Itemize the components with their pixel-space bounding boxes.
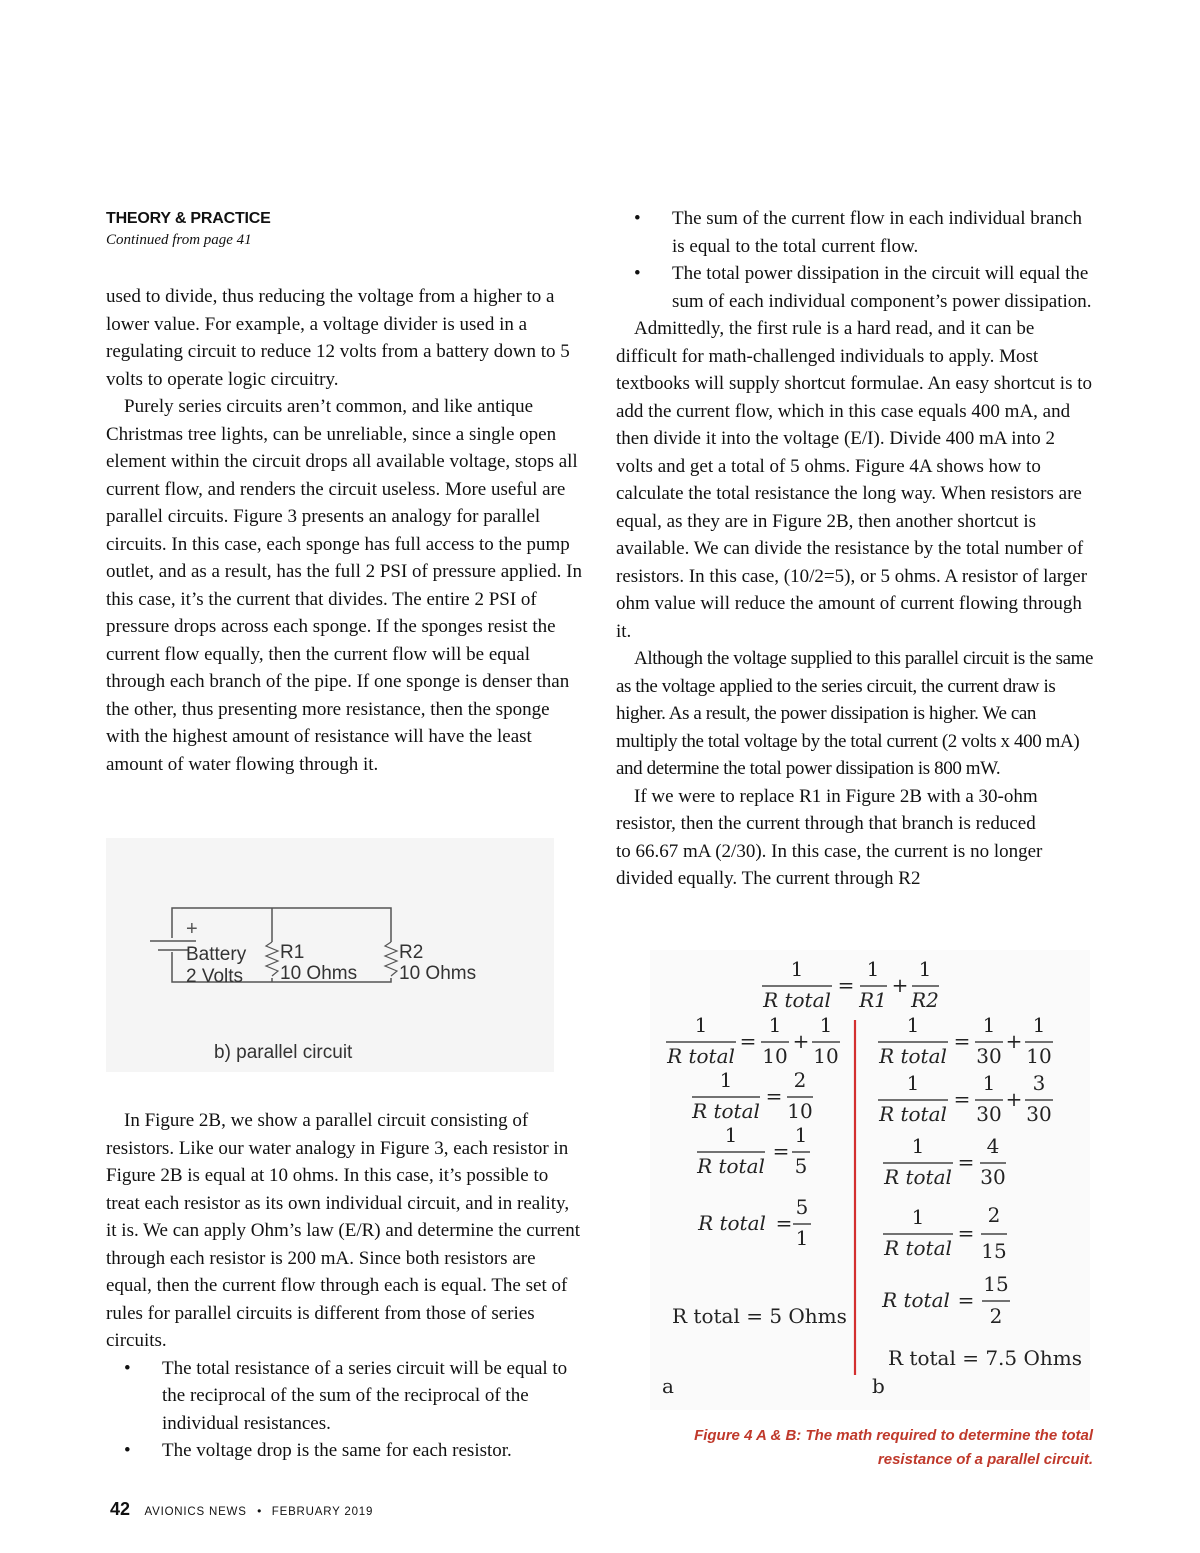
svg-text:=: = <box>775 1211 793 1235</box>
paragraph: In Figure 2B, we show a parallel circuit consisting of resistors. Like our water analogy in Figure 3, each resistor in Figure 2B is equal at 10 ohms. In this case, it’s possible to treat each resistor as its own individual circuit, and in reality, it is. We can apply Ohm’s law (E/R) and determine the current through each resistor is 200 mA. Since both resistors are equal, then the current flow through each is equal. The set of rules for parallel circuits is different from those of series circuits. <box>106 1110 581 1351</box>
svg-text:4: 4 <box>986 1134 1000 1158</box>
svg-text:R total: R total <box>697 1154 765 1178</box>
fraction-denominator: R1 <box>859 988 887 1012</box>
label-a: a <box>662 1374 674 1398</box>
svg-text:1: 1 <box>982 1013 996 1037</box>
fraction-denominator: R2 <box>911 988 939 1012</box>
r2-value: 10 Ohms <box>399 963 477 984</box>
page-footer <box>110 1499 373 1520</box>
svg-text:=: = <box>739 1029 757 1053</box>
battery-value: 2 Volts <box>186 966 244 987</box>
paragraph: If we were to replace R1 in Figure 2B with a 30-ohm resistor, then the current through that branch is reduced to 66.67 mA (2/30). In this case, the current is no longer divided equally. The current through R2 <box>616 785 1043 889</box>
fraction-numerator: 1 <box>918 957 932 981</box>
paragraph: Purely series circuits aren’t common, and like antique Christmas tree lights, can be unreliable, since a single open element within the circuit drops all available voltage, stops all current flow, and renders the circuit useless. More useful are parallel circuits. Figure 3 presents an analogy for parallel circuits. In this case, each sponge has full access to the pump outlet, and as a result, has the full 2 PSI of pressure applied. In this case, it’s the current that divides. The entire 2 PSI of pressure drops across each sponge. If the sponges resist the current flow equally, then the current flow will be equal through each branch of the pipe. If one sponge is denser than the other, thus presenting more resistance, then the sponge with the highest amount of resistance will have the least amount of water flowing through it. <box>106 396 582 775</box>
page-number: 42 <box>110 1499 131 1519</box>
svg-text:3: 3 <box>1032 1071 1046 1095</box>
svg-text:10: 10 <box>787 1099 813 1123</box>
battery-name: Battery <box>186 944 247 965</box>
svg-text:30: 30 <box>980 1165 1006 1189</box>
resistor-gap <box>264 942 280 978</box>
fraction-numerator: 1 <box>790 957 804 981</box>
svg-text:+: + <box>1005 1029 1023 1053</box>
svg-text:1: 1 <box>795 1226 809 1250</box>
r2-name: R2 <box>399 942 424 963</box>
svg-text:+: + <box>1005 1087 1023 1111</box>
svg-text:10: 10 <box>813 1044 839 1068</box>
svg-text:5: 5 <box>794 1154 808 1178</box>
svg-text:=: = <box>957 1221 975 1245</box>
left-column-top <box>106 283 584 778</box>
svg-text:1: 1 <box>768 1013 782 1037</box>
footer-bullet: • <box>257 1504 262 1518</box>
paragraph: Although the voltage supplied to this parallel circuit is the same as the voltage applied to the series circuit, the current draw is higher. As a result, the power dissipation is higher. We can multiply the total voltage by the total current (2 volts x 400 mA) and determine the total power dissipation is 800 mW. <box>616 648 1094 779</box>
list-item: • The total resistance of a series circuit will be equal to the reciprocal of the sum of the reciprocal of the individual resistances. <box>124 1357 568 1434</box>
circuit-diagram <box>106 838 554 1072</box>
rules-list <box>106 1355 584 1465</box>
fraction-denominator: R total <box>763 988 831 1012</box>
svg-text:1: 1 <box>719 1068 733 1092</box>
svg-text:1: 1 <box>1032 1013 1046 1037</box>
svg-text:=: = <box>837 973 855 997</box>
left-column-bottom <box>106 1107 584 1465</box>
result-b: R total = 7.5 Ohms <box>888 1346 1082 1370</box>
svg-text:R total: R total <box>692 1099 760 1123</box>
svg-text:30: 30 <box>1026 1102 1052 1126</box>
figure-4-caption <box>613 1424 1093 1472</box>
caption-line: Figure 4 A & B: The math required to determine the total <box>694 1427 1093 1444</box>
svg-text:30: 30 <box>976 1102 1002 1126</box>
paragraph: Admittedly, the first rule is a hard read, and it can be difficult for math-challenged individuals to apply. Most textbooks will supply shortcut formulae. An easy shortcut is to add the current flow, which in this case equals 400 mA, and then divide it into the voltage (E/I). Divide 400 mA into 2 volts and get a total of 5 ohms. Figure 4A shows how to calculate the total resistance the long way. When resistors are equal, as they are in Figure 2B, then another shortcut is available. We can divide the resistance by the total number of resistors. In this case, (10/2=5), or 5 ohms. A resistor of larger ohm value will reduce the amount of current flowing through it. <box>616 318 1093 642</box>
magazine-name: AVIONICS NEWS <box>144 1506 247 1518</box>
svg-text:1: 1 <box>982 1071 996 1095</box>
math-derivation <box>650 950 1090 1410</box>
svg-text:=: = <box>953 1087 971 1111</box>
svg-text:1: 1 <box>724 1123 738 1147</box>
svg-text:1: 1 <box>911 1134 925 1158</box>
svg-text:15: 15 <box>981 1239 1007 1263</box>
svg-text:=: = <box>765 1084 783 1108</box>
section-title: THEORY & PRACTICE <box>106 210 271 227</box>
figure-4-math <box>650 950 1090 1410</box>
fraction-numerator: 1 <box>866 957 880 981</box>
label-b: b <box>872 1374 885 1398</box>
svg-text:1: 1 <box>906 1071 920 1095</box>
svg-text:5: 5 <box>795 1195 809 1219</box>
svg-text:+: + <box>891 973 909 997</box>
r1-value: 10 Ohms <box>280 963 358 984</box>
svg-text:1: 1 <box>819 1013 833 1037</box>
list-item: • The total power dissipation in the circuit will equal the sum of each individual component’s power dissipation. <box>634 263 1092 312</box>
svg-text:R total: R total <box>667 1044 735 1068</box>
svg-text:30: 30 <box>976 1044 1002 1068</box>
svg-text:R total: R total <box>879 1102 947 1126</box>
r1-name: R1 <box>280 942 305 963</box>
svg-text:R total: R total <box>882 1288 950 1312</box>
svg-text:1: 1 <box>906 1013 920 1037</box>
rules-list <box>616 205 1094 315</box>
figure-2b-circuit <box>106 838 554 1072</box>
svg-text:R total: R total <box>879 1044 947 1068</box>
continued-note: Continued from page 41 <box>106 232 252 248</box>
svg-text:1: 1 <box>694 1013 708 1037</box>
svg-text:1: 1 <box>794 1123 808 1147</box>
svg-text:10: 10 <box>762 1044 788 1068</box>
list-item: • The sum of the current flow in each individual branch is equal to the total current flow. <box>634 208 1082 257</box>
svg-text:2: 2 <box>793 1068 807 1092</box>
paragraph: used to divide, thus reducing the voltage from a higher to a lower value. For example, a voltage divider is used in a regulating circuit to reduce 12 volts from a battery down to 5 volts to operate logic circuitry. <box>106 286 570 390</box>
svg-text:=: = <box>772 1139 790 1163</box>
caption-line: resistance of a parallel circuit. <box>877 1451 1093 1468</box>
list-item: • The voltage drop is the same for each resistor. <box>124 1440 512 1461</box>
svg-text:R total: R total <box>698 1211 766 1235</box>
result-a: R total = 5 Ohms <box>672 1304 847 1328</box>
svg-text:=: = <box>957 1288 975 1312</box>
circuit-caption: b) parallel circuit <box>214 1042 353 1063</box>
resistor-gap <box>383 942 399 978</box>
svg-text:+: + <box>792 1029 810 1053</box>
right-column <box>616 205 1094 893</box>
svg-text:R total: R total <box>884 1236 952 1260</box>
battery-plus: + <box>186 918 198 940</box>
svg-text:2: 2 <box>987 1203 1001 1227</box>
issue-date: FEBRUARY 2019 <box>271 1506 374 1518</box>
svg-text:R total: R total <box>884 1165 952 1189</box>
svg-text:=: = <box>957 1150 975 1174</box>
svg-text:2: 2 <box>989 1304 1003 1328</box>
svg-text:15: 15 <box>983 1272 1009 1296</box>
svg-text:=: = <box>953 1029 971 1053</box>
svg-text:10: 10 <box>1026 1044 1052 1068</box>
svg-text:1: 1 <box>911 1205 925 1229</box>
